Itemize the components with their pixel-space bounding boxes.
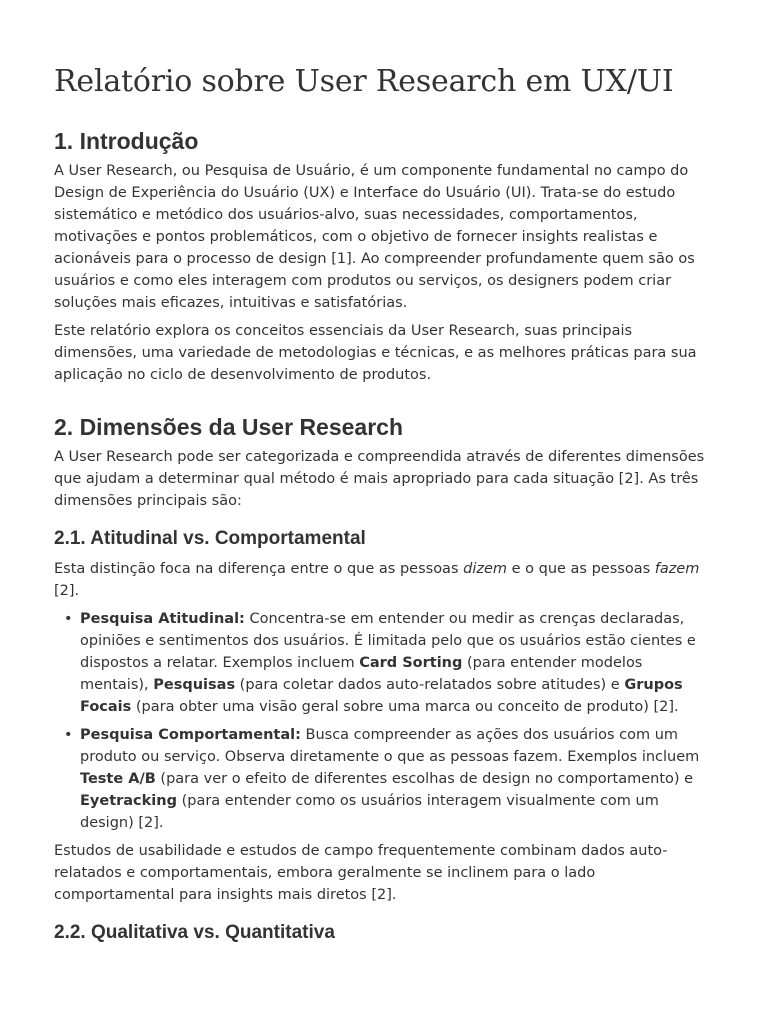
term-grupos-focais: Grupos Focais (80, 677, 683, 715)
document-title: Relatório sobre User Research em UX/UI (54, 64, 674, 99)
term-eyetracking: Eyetracking (80, 793, 177, 809)
list-item-text: (para entender como os usuários interagem visualmente com um design) [2]. (80, 793, 659, 831)
dimensions-paragraph-1: A User Research pode ser categorizada e compreendida através de diferentes dimensões que ajudam a determinar qual método é mais apropriado para cada situação [2]. As três dimensões principais são: (54, 449, 705, 509)
intro-paragraph-1: A User Research, ou Pesquisa de Usuário, é um componente fundamental no campo do Design de Experiência do Usuário (UX) e Interface do Usuário (UI). Trata-se do estudo sistemático e metódico dos usuários-alvo, suas necessidades, comportamentos, motivações e pontos problemáticos, com o objetivo de fornecer insights realistas e acionáveis para o processo de design [1]. Ao compreender profundamente quem são os usuários e como eles interagem com produtos ou serviços, os designers podem criar soluções mais eficazes, intuitivas e satisfatórias. (54, 163, 695, 311)
list-item-label: Pesquisa Atitudinal: (80, 611, 245, 627)
list-item-text: (para entender modelos mentais), (80, 655, 643, 693)
subsection-heading-qualitative-quantitative: 2.2. Qualitativa vs. Quantitativa (54, 922, 335, 943)
list-item-label: Pesquisa Comportamental: (80, 727, 301, 743)
intro-paragraph-2: Este relatório explora os conceitos essenciais da User Research, suas principais dimensões, uma variedade de metodologias e técnicas, e as melhores práticas para sua aplicação no ciclo de desenvolvimento de produtos. (54, 323, 697, 383)
emphasis-fazem: fazem (654, 561, 700, 577)
term-teste-ab: Teste A/B (80, 771, 156, 787)
term-pesquisas: Pesquisas (153, 677, 236, 693)
intro-text-b: e o que as pessoas (507, 561, 655, 577)
research-type-list (54, 608, 714, 834)
subsection-intro-paragraph (54, 558, 714, 602)
bullet-icon: • (64, 611, 73, 627)
list-item-text: Concentra-se em entender ou medir as crenças declaradas, opiniões e sentimentos dos usuários. É limitada pelo que os usuários estão cientes e dispostos a relatar. Exemplos incluem (80, 611, 696, 671)
emphasis-dizem: dizem (463, 561, 507, 577)
subsection-outro-paragraph: Estudos de usabilidade e estudos de campo frequentemente combinam dados auto-relatados e comportamentais, embora geralmente se inclinem para o lado comportamental para insights mais diretos [2]. (54, 843, 668, 903)
list-item-behavioral (64, 724, 714, 834)
list-item-text: (para coletar dados auto-relatados sobre atitudes) e (235, 677, 625, 693)
section-dimensions (54, 412, 714, 946)
term-card-sorting: Card Sorting (359, 655, 463, 671)
section-heading-introduction: 1. Introdução (54, 128, 199, 154)
bullet-icon: • (64, 727, 73, 743)
list-item-text: (para ver o efeito de diferentes escolhas de design no comportamento) e (155, 771, 694, 787)
list-item-text: (para obter uma visão geral sobre uma marca ou conceito de produto) [2]. (131, 699, 679, 715)
section-heading-dimensions: 2. Dimensões da User Research (54, 414, 404, 440)
intro-text-c: [2]. (54, 583, 80, 599)
subsection-heading-attitudinal-behavioral: 2.1. Atitudinal vs. Comportamental (54, 528, 366, 549)
subsection-attitudinal-behavioral (54, 526, 714, 906)
list-item-attitudinal (64, 608, 714, 718)
list-item-text: Busca compreender as ações dos usuários com um produto ou serviço. Observa diretamente o que as pessoas fazem. Exemplos incluem (80, 727, 700, 765)
intro-text-a: Esta distinção foca na diferença entre o que as pessoas (54, 561, 464, 577)
section-introduction (54, 126, 714, 386)
subsection-qualitative-quantitative (54, 920, 714, 946)
